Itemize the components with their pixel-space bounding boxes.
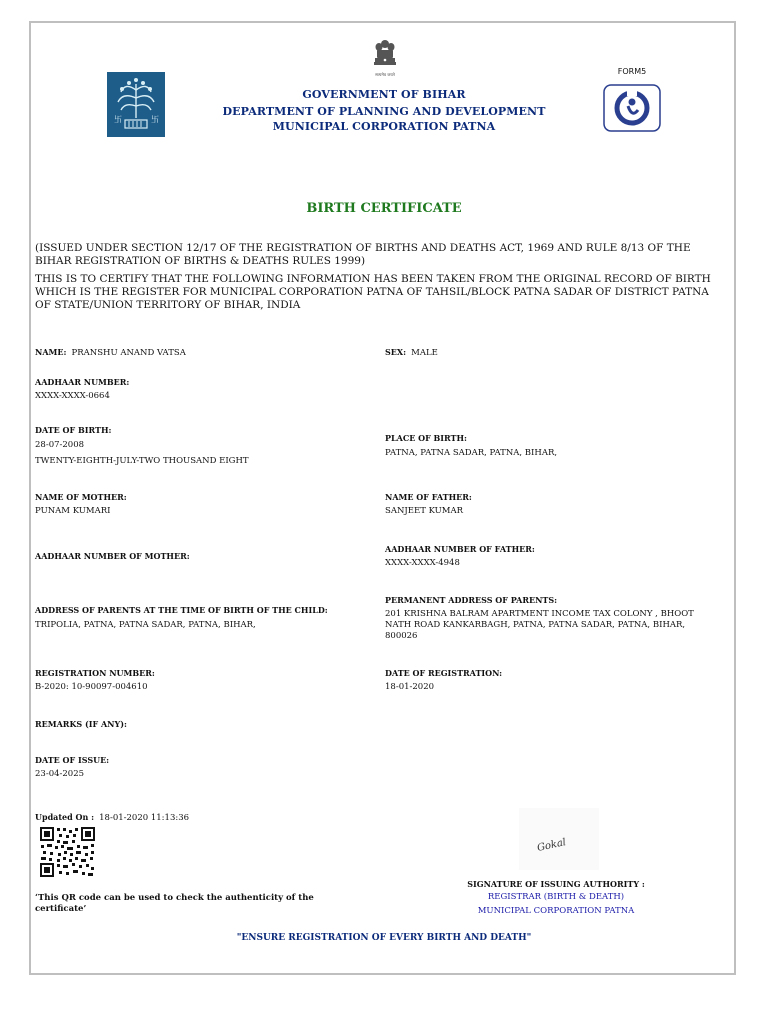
father-value: SANJEET KUMAR [385, 506, 464, 516]
perm-address-label: PERMANENT ADDRESS OF PARENTS: [385, 595, 558, 605]
aadhaar-label: AADHAAR NUMBER: [35, 377, 130, 387]
perm-address-value: 201 KRISHNA BALRAM APARTMENT INCOME TAX COLONY , BHOOT NATH ROAD KANKARBAGH, PATNA, PATNA SADAR, PATNA, BIHAR, 800026 [385, 609, 694, 641]
signature-label: SIGNATURE OF ISSUING AUTHORITY : [467, 879, 645, 889]
certificate-title: BIRTH CERTIFICATE [306, 201, 462, 216]
header-department: DEPARTMENT OF PLANNING AND DEVELOPMENT [222, 105, 546, 118]
issued-under-text: (ISSUED UNDER SECTION 12/17 OF THE REGISTRATION OF BIRTHS AND DEATHS ACT, 1969 AND RULE 8/13 OF THE BIHAR REGISTRATION OF BIRTHS & DEATHS RULES 1999) [35, 242, 691, 267]
dob-words: TWENTY-EIGHTH-JULY-TWO THOUSAND EIGHT [35, 456, 249, 466]
name-value: PRANSHU ANAND VATSA [71, 348, 186, 358]
svg-text:卐: 卐 [114, 115, 122, 124]
footer-slogan: "ENSURE REGISTRATION OF EVERY BIRTH AND DEATH" [236, 933, 532, 943]
dob-label: DATE OF BIRTH: [35, 425, 112, 435]
updated-on [35, 805, 189, 824]
dob-value: 28-07-2008 [35, 440, 85, 450]
registration-logo-icon [603, 84, 661, 132]
birth-address-value: TRIPOLIA, PATNA, PATNA SADAR, PATNA, BIHAR, [35, 620, 256, 630]
birth-address-label: ADDRESS OF PARENTS AT THE TIME OF BIRTH OF THE CHILD: [35, 605, 328, 615]
sex-label: SEX: [385, 347, 407, 357]
reg-date-label: DATE OF REGISTRATION: [385, 668, 503, 678]
sex-value: MALE [411, 348, 438, 358]
bihar-logo-icon [107, 72, 165, 137]
issue-date-label: DATE OF ISSUE: [35, 755, 110, 765]
certificate-border [29, 21, 736, 975]
updated-label: Updated On : [35, 812, 95, 822]
sex-field [385, 340, 438, 359]
remarks-label: REMARKS (IF ANY): [35, 719, 127, 729]
name-label: NAME: [35, 347, 67, 357]
pob-label: PLACE OF BIRTH: [385, 433, 468, 443]
signature-image [519, 808, 599, 870]
mother-value: PUNAM KUMARI [35, 506, 111, 516]
registrar-title: REGISTRAR (BIRTH & DEATH) [487, 892, 625, 902]
certify-text: THIS IS TO CERTIFY THAT THE FOLLOWING INFORMATION HAS BEEN TAKEN FROM THE ORIGINAL RECORD OF BIRTH WHICH IS THE REGISTER FOR MUNICIPAL CORPORATION PATNA OF TAHSIL/BLOCK PATNA SADAR OF DISTRICT PATNA OF STATE/UNION TERRITORY OF BIHAR, INDIA [35, 273, 711, 311]
father-aadhaar-value: XXXX-XXXX-4948 [385, 558, 460, 568]
issue-date-value: 23-04-2025 [35, 769, 85, 779]
father-label: NAME OF FATHER: [385, 492, 472, 502]
mother-label: NAME OF MOTHER: [35, 492, 127, 502]
mother-aadhaar-label: AADHAAR NUMBER OF MOTHER: [35, 551, 190, 561]
reg-no-value: B-2020: 10-90097-004610 [35, 682, 148, 692]
pob-value: PATNA, PATNA SADAR, PATNA, BIHAR, [385, 448, 558, 458]
registrar-office: MUNICIPAL CORPORATION PATNA [477, 906, 635, 916]
qr-code-icon[interactable] [39, 826, 96, 878]
reg-no-label: REGISTRATION NUMBER: [35, 668, 155, 678]
aadhaar-value: XXXX-XXXX-0664 [35, 391, 110, 401]
form-code: FORM5 [617, 67, 647, 76]
name-field [35, 340, 186, 359]
emblem-caption: सत्यमेव जयते [375, 72, 395, 77]
father-aadhaar-label: AADHAAR NUMBER OF FATHER: [385, 544, 535, 554]
updated-value: 18-01-2020 11:13:36 [99, 813, 190, 823]
qr-note: ‘This QR code can be used to check the authenticity of the certificate’ [35, 893, 314, 914]
svg-text:卐: 卐 [151, 115, 159, 124]
reg-date-value: 18-01-2020 [385, 682, 435, 692]
header-government: GOVERNMENT OF BIHAR [302, 88, 466, 101]
header-municipal: MUNICIPAL CORPORATION PATNA [272, 120, 496, 133]
national-emblem-icon [371, 38, 399, 77]
signature-scribble: Gokal [536, 837, 568, 854]
